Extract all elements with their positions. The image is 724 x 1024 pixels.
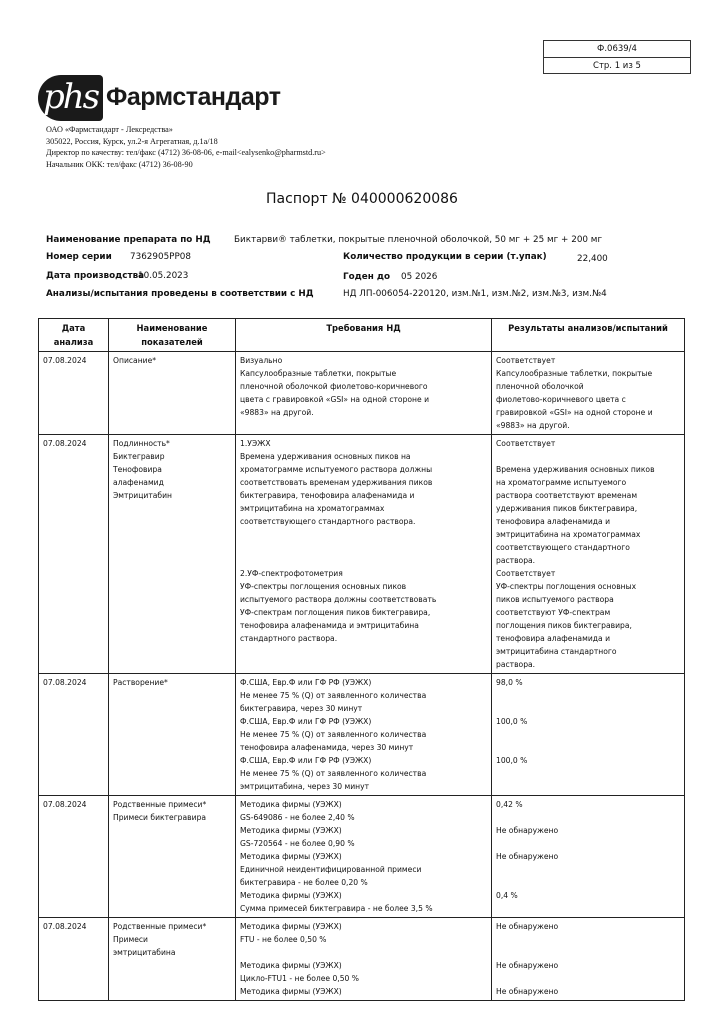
requirement-line: Единичной неидентифицированной примеси — [240, 865, 422, 874]
requirement-line: соответствующего стандартного раствора. — [240, 517, 416, 526]
requirement-line: тенофовира алафенамида, через 30 минут — [240, 743, 414, 752]
cell-date: 07.08.2024 — [39, 435, 109, 674]
result-line: Капсулообразные таблетки, покрытые — [496, 369, 653, 378]
result-line — [496, 702, 680, 715]
cell-requirements — [236, 435, 492, 674]
company-line: ОАО «Фармстандарт - Лексредства» — [46, 125, 173, 134]
requirement-line: Ф.США, Евр.Ф или ГФ РФ (УЭЖХ) — [240, 756, 372, 765]
requirement-line: цвета с гравировкой «GSI» на одной стороне и — [240, 395, 430, 404]
requirement-line: Не менее 75 % (Q) от заявленного количества — [240, 730, 427, 739]
requirement-line: Ф.США, Евр.Ф или ГФ РФ (УЭЖХ) — [240, 678, 372, 687]
production-date-value: 10.05.2023 — [138, 271, 189, 281]
cell-results — [492, 435, 685, 674]
result-line — [496, 450, 680, 463]
requirement-line — [240, 946, 487, 959]
result-line: 0,42 % — [496, 800, 523, 809]
cell-indicator — [109, 352, 236, 435]
indicator-line: Подлинность* — [113, 439, 170, 448]
requirement-line: Капсулообразные таблетки, покрытые — [240, 369, 397, 378]
result-line: удерживания пиков биктегравира, — [496, 504, 638, 513]
cell-date: 07.08.2024 — [39, 918, 109, 1001]
result-line — [496, 946, 680, 959]
cell-requirements — [236, 796, 492, 918]
result-line: раствора. — [496, 556, 536, 565]
requirement-line: Методика фирмы (УЭЖХ) — [240, 922, 342, 931]
indicator-line: Описание* — [113, 356, 157, 365]
indicator-line: Родственные примеси* — [113, 922, 207, 931]
requirement-line: Сумма примесей биктегравира - не более 3,5 % — [240, 904, 433, 913]
logo-company-name: Фармстандарт — [106, 83, 281, 111]
indicator-line: Растворение* — [113, 678, 168, 687]
cell-indicator — [109, 796, 236, 918]
table-header-row — [39, 319, 685, 352]
cell-results — [492, 918, 685, 1001]
result-line — [496, 876, 680, 889]
requirement-line: биктегравира, через 30 минут — [240, 704, 363, 713]
result-line — [496, 728, 680, 741]
header-results: Результаты анализов/испытаний — [492, 319, 685, 352]
cell-results — [492, 796, 685, 918]
result-line: Соответствует — [496, 569, 556, 578]
result-line — [496, 811, 680, 824]
indicator-line: Родственные примеси* — [113, 800, 207, 809]
company-line: 305022, Россия, Курск, ул.2-я Агрегатная, д.1а/18 — [46, 136, 218, 146]
table-row — [39, 918, 685, 1001]
result-line: Не обнаружено — [496, 922, 559, 931]
requirement-line: Цикло-FTU1 - не более 0,50 % — [240, 974, 360, 983]
indicator-line: Примеси — [113, 935, 148, 944]
requirement-line: Методика фирмы (УЭЖХ) — [240, 891, 342, 900]
cell-requirements — [236, 918, 492, 1001]
table-row — [39, 435, 685, 674]
table-row — [39, 796, 685, 918]
result-line: Не обнаружено — [496, 987, 559, 996]
result-line — [496, 863, 680, 876]
requirement-line: GS-720564 - не более 0,90 % — [240, 839, 355, 848]
nd-value: НД ЛП-006054-220120, изм.№1, изм.№2, изм.№3, изм.№4 — [343, 289, 607, 299]
company-details — [46, 124, 326, 170]
cell-requirements — [236, 674, 492, 796]
result-line — [496, 902, 680, 915]
indicator-line: эмтрицитабина — [113, 948, 176, 957]
header-requirements: Требования НД — [236, 319, 492, 352]
page-number: Стр. 1 из 5 — [544, 57, 690, 74]
requirement-line: УФ-спектры поглощения основных пиков — [240, 582, 407, 591]
result-line: эмтрицитабина на хроматограммах — [496, 530, 641, 539]
cell-indicator — [109, 674, 236, 796]
drug-value: Биктарви® таблетки, покрытые пленочной оболочкой, 50 мг + 25 мг + 200 мг — [234, 235, 603, 245]
result-line: «9883» на другой. — [496, 421, 570, 430]
cell-results — [492, 352, 685, 435]
result-line: 100,0 % — [496, 756, 528, 765]
requirement-line — [240, 541, 487, 554]
result-line: Не обнаружено — [496, 961, 559, 970]
result-line — [496, 741, 680, 754]
requirement-line: «9883» на другой. — [240, 408, 314, 417]
quantity-value: 22,400 — [577, 254, 608, 264]
cell-indicator — [109, 435, 236, 674]
drug-label: Наименование препарата по НД — [46, 235, 211, 245]
requirement-line: эмтрицитабина, через 30 минут — [240, 782, 370, 791]
result-line: пиков испытуемого раствора — [496, 595, 614, 604]
indicator-line: Примеси биктегравира — [113, 813, 207, 822]
company-line: Начальник ОКК: тел/факс (4712) 36-08-90 — [46, 159, 193, 169]
header-date: Дата анализа — [39, 319, 109, 352]
series-label: Номер серии — [46, 252, 112, 262]
result-line: УФ-спектры поглощения основных — [496, 582, 637, 591]
requirement-line: 1.УЭЖХ — [240, 439, 271, 448]
table-row — [39, 674, 685, 796]
requirement-line: GS-649086 - не более 2,40 % — [240, 813, 355, 822]
requirement-line: 2.УФ-спектрофотометрия — [240, 569, 343, 578]
requirement-line: Методика фирмы (УЭЖХ) — [240, 800, 342, 809]
requirement-line: стандартного раствора. — [240, 634, 338, 643]
requirement-line — [240, 554, 487, 567]
cell-date: 07.08.2024 — [39, 674, 109, 796]
nd-label: Анализы/испытания проведены в соответствии с НД — [46, 289, 314, 299]
table-row — [39, 352, 685, 435]
cell-indicator — [109, 918, 236, 1001]
requirement-line: пленочной оболочкой фиолетово-коричневого — [240, 382, 428, 391]
result-line: поглощения пиков биктегравира, — [496, 621, 632, 630]
requirement-line: Не менее 75 % (Q) от заявленного количества — [240, 691, 427, 700]
indicator-line: Биктегравир — [113, 452, 165, 461]
requirement-line: FTU - не более 0,50 % — [240, 935, 327, 944]
requirement-line: Методика фирмы (УЭЖХ) — [240, 852, 342, 861]
requirement-line: испытуемого раствора должны соответствовать — [240, 595, 437, 604]
header-indicator: Наименование показателей — [109, 319, 236, 352]
phs-logo-mark: phs — [38, 75, 103, 121]
cell-date: 07.08.2024 — [39, 352, 109, 435]
requirement-line: хроматограмме испытуемого раствора должны — [240, 465, 433, 474]
requirement-line: биктегравира, тенофовира алафенамида и — [240, 491, 415, 500]
form-code: Ф.0639/4 — [597, 44, 637, 54]
result-line: Соответствует — [496, 439, 556, 448]
result-line: пленочной оболочкой — [496, 382, 584, 391]
result-line: раствора. — [496, 660, 536, 669]
requirement-line: Визуально — [240, 356, 283, 365]
result-line: тенофовира алафенамида и — [496, 517, 611, 526]
cell-results — [492, 674, 685, 796]
result-line — [496, 972, 680, 985]
result-line — [496, 689, 680, 702]
requirement-line: эмтрицитабина на хроматограммах — [240, 504, 385, 513]
result-line: фиолетово-коричневого цвета с — [496, 395, 626, 404]
result-line: соответствующего стандартного — [496, 543, 630, 552]
result-line — [496, 767, 680, 780]
quantity-label: Количество продукции в серии (т.упак) — [343, 252, 547, 262]
company-line: Директор по качеству: тел/факс (4712) 36-08-06, e-mail<ealysenko@pharmstd.ru> — [46, 148, 326, 157]
results-table — [38, 318, 685, 1001]
result-line: гравировкой «GSI» на одной стороне и — [496, 408, 653, 417]
requirement-line: Не менее 75 % (Q) от заявленного количества — [240, 769, 427, 778]
requirement-line — [240, 528, 487, 541]
requirement-line: Методика фирмы (УЭЖХ) — [240, 961, 342, 970]
form-code-box — [543, 40, 691, 74]
indicator-line: Тенофовира — [113, 465, 162, 474]
result-line: на хроматограмме испытуемого — [496, 478, 627, 487]
result-line: эмтрицитабина стандартного — [496, 647, 617, 656]
requirement-line: УФ-спектрам поглощения пиков биктегравира, — [240, 608, 431, 617]
result-line — [496, 837, 680, 850]
requirement-line: тенофовира алафенамида и эмтрицитабина — [240, 621, 419, 630]
result-line: Времена удерживания основных пиков — [496, 465, 655, 474]
expiry-value: 05 2026 — [401, 272, 438, 282]
series-value: 7362905PP08 — [130, 252, 191, 262]
result-line: Соответствует — [496, 356, 556, 365]
result-line: 0,4 % — [496, 891, 518, 900]
result-line: раствора соответствуют временам — [496, 491, 638, 500]
requirement-line: соответствовать временам удерживания пиков — [240, 478, 433, 487]
cell-requirements — [236, 352, 492, 435]
result-line — [496, 780, 680, 793]
result-line: тенофовира алафенамида и — [496, 634, 611, 643]
requirement-line: биктегравира - не более 0,20 % — [240, 878, 368, 887]
result-line: 98,0 % — [496, 678, 523, 687]
expiry-label: Годен до — [343, 272, 391, 282]
indicator-line: Эмтрицитабин — [113, 491, 172, 500]
result-line: Не обнаружено — [496, 826, 559, 835]
result-line — [496, 933, 680, 946]
passport-title: Паспорт № 040000620086 — [266, 191, 458, 207]
requirement-line: Ф.США, Евр.Ф или ГФ РФ (УЭЖХ) — [240, 717, 372, 726]
result-line: Не обнаружено — [496, 852, 559, 861]
production-date-label: Дата производства — [46, 271, 145, 281]
requirement-line: Методика фирмы (УЭЖХ) — [240, 987, 342, 996]
result-line: 100,0 % — [496, 717, 528, 726]
requirement-line: Методика фирмы (УЭЖХ) — [240, 826, 342, 835]
indicator-line: алафенамид — [113, 478, 164, 487]
result-line: соответствуют УФ-спектрам — [496, 608, 611, 617]
cell-date: 07.08.2024 — [39, 796, 109, 918]
requirement-line: Времена удерживания основных пиков на — [240, 452, 411, 461]
